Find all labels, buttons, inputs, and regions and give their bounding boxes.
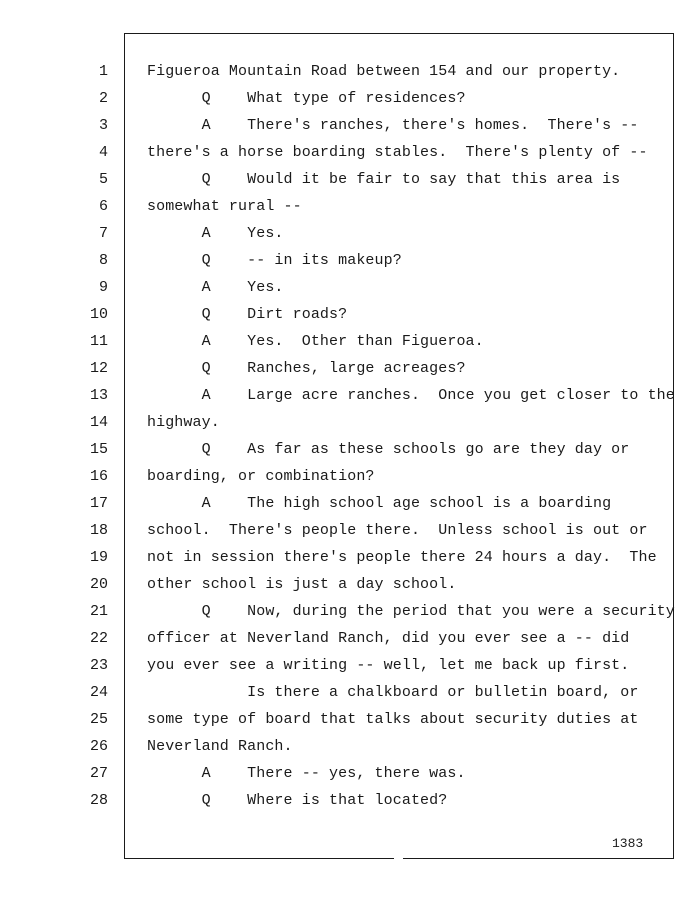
line-number: 25 [89,711,108,728]
transcript-line [0,463,700,490]
line-text: Is there a chalkboard or bulletin board, or [147,684,639,701]
line-text: boarding, or combination? [147,468,375,485]
line-number: 22 [89,630,108,647]
transcript-line [0,652,700,679]
transcript-line [0,58,700,85]
line-text: not in session there's people there 24 hours a day. The [147,549,657,566]
line-text: other school is just a day school. [147,576,457,593]
line-number: 24 [89,684,108,701]
transcript-line [0,301,700,328]
line-number: 9 [98,279,108,296]
line-number: 28 [89,792,108,809]
line-text: A There -- yes, there was. [147,765,466,782]
line-text: A Large acre ranches. Once you get closer to the [147,387,675,404]
line-number: 2 [98,90,108,107]
line-text: A Yes. [147,279,284,296]
line-text: Figueroa Mountain Road between 154 and our property. [147,63,621,80]
page-border-bottom-right [403,858,674,859]
transcript-line [0,571,700,598]
line-text: there's a horse boarding stables. There's plenty of -- [147,144,648,161]
transcript-line [0,544,700,571]
line-text: Q Ranches, large acreages? [147,360,466,377]
line-text: Q As far as these schools go are they day or [147,441,630,458]
line-number: 1 [98,63,108,80]
line-text: Neverland Ranch. [147,738,293,755]
line-number: 16 [89,468,108,485]
line-number: 5 [98,171,108,188]
line-text: A Yes. Other than Figueroa. [147,333,484,350]
line-text: A Yes. [147,225,284,242]
transcript-line [0,328,700,355]
line-number: 20 [89,576,108,593]
line-text: Q Now, during the period that you were a security [147,603,675,620]
line-text: Q Where is that located? [147,792,448,809]
line-number: 19 [89,549,108,566]
transcript-line [0,706,700,733]
transcript-line [0,139,700,166]
line-text: Q Would it be fair to say that this area is [147,171,621,188]
page-border-bottom-left [124,858,394,859]
line-text: you ever see a writing -- well, let me back up first. [147,657,630,674]
line-number: 3 [98,117,108,134]
page-border-top [124,33,674,34]
line-number: 26 [89,738,108,755]
line-text: officer at Neverland Ranch, did you ever see a -- did [147,630,630,647]
transcript-line [0,112,700,139]
line-text: some type of board that talks about security duties at [147,711,639,728]
transcript-line [0,436,700,463]
transcript-line [0,787,700,814]
transcript-line [0,598,700,625]
line-text: Q Dirt roads? [147,306,348,323]
line-number: 17 [89,495,108,512]
transcript-line [0,490,700,517]
line-number: 11 [89,333,108,350]
line-text: A The high school age school is a boarding [147,495,612,512]
line-number: 13 [89,387,108,404]
line-number: 6 [98,198,108,215]
transcript-line [0,193,700,220]
line-text: school. There's people there. Unless school is out or [147,522,648,539]
line-text: A There's ranches, there's homes. There's -- [147,117,639,134]
line-number: 18 [89,522,108,539]
transcript-line [0,760,700,787]
transcript-line [0,166,700,193]
transcript-line [0,85,700,112]
transcript-line [0,382,700,409]
line-number: 27 [89,765,108,782]
line-text: Q What type of residences? [147,90,466,107]
line-number: 12 [89,360,108,377]
transcript-line [0,679,700,706]
page-number: 1383 [612,836,644,851]
transcript-line [0,409,700,436]
transcript-line [0,625,700,652]
line-number: 14 [89,414,108,431]
line-text: Q -- in its makeup? [147,252,402,269]
transcript-line [0,220,700,247]
transcript-line [0,274,700,301]
line-number: 23 [89,657,108,674]
line-text: somewhat rural -- [147,198,302,215]
transcript-line [0,733,700,760]
line-number: 8 [98,252,108,269]
line-number: 21 [89,603,108,620]
transcript-line [0,355,700,382]
line-text: highway. [147,414,220,431]
transcript-line [0,247,700,274]
line-number: 7 [98,225,108,242]
line-number: 10 [89,306,108,323]
line-number: 15 [89,441,108,458]
line-number: 4 [98,144,108,161]
transcript-line [0,517,700,544]
